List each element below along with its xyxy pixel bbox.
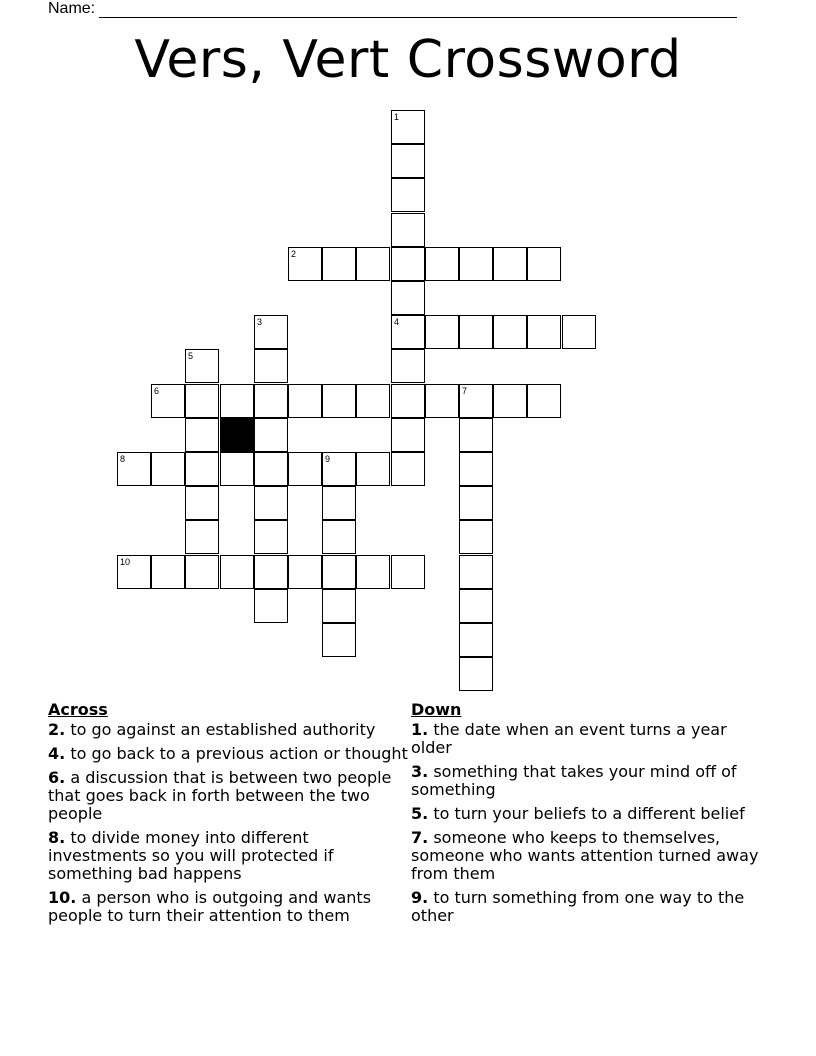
grid-cell[interactable] (391, 349, 425, 383)
grid-cell[interactable] (185, 384, 219, 418)
clue-text: to go against an established authority (70, 720, 376, 739)
clue-text: a discussion that is between two people that goes back in forth between the two people (48, 768, 392, 823)
clue-across-2 (48, 721, 408, 739)
clue-across-4 (48, 745, 408, 763)
grid-cell[interactable] (459, 555, 493, 589)
grid-cell[interactable] (459, 452, 493, 486)
across-clues (48, 701, 408, 931)
grid-cell[interactable] (220, 452, 254, 486)
grid-cell[interactable] (562, 315, 596, 349)
grid-cell[interactable] (391, 213, 425, 247)
grid-cell[interactable] (391, 247, 425, 281)
grid-cell[interactable] (459, 589, 493, 623)
clue-across-8 (48, 829, 408, 883)
cell-number: 8 (120, 454, 126, 464)
cell-number: 1 (394, 112, 400, 122)
grid-cell[interactable] (391, 384, 425, 418)
grid-cell[interactable] (254, 418, 288, 452)
grid-cell[interactable] (425, 384, 459, 418)
clue-down-5 (411, 805, 771, 823)
clue-text: something that takes your mind off of something (411, 762, 737, 799)
grid-cell[interactable] (322, 555, 356, 589)
grid-cell[interactable] (322, 384, 356, 418)
clue-text: to turn something from one way to the other (411, 888, 745, 925)
clue-text: the date when an event turns a year older (411, 720, 727, 757)
clue-across-10 (48, 889, 408, 925)
grid-cell[interactable] (356, 555, 390, 589)
clue-down-7 (411, 829, 771, 883)
grid-cell[interactable] (459, 418, 493, 452)
grid-cell[interactable] (151, 555, 185, 589)
grid-cell[interactable] (322, 520, 356, 554)
grid-cell[interactable] (322, 452, 356, 486)
grid-cell[interactable] (391, 555, 425, 589)
grid-cell[interactable] (356, 384, 390, 418)
clue-number: 6. (48, 768, 66, 787)
grid-cell[interactable] (254, 452, 288, 486)
grid-cell[interactable] (527, 384, 561, 418)
grid-cell[interactable] (459, 520, 493, 554)
clue-text: someone who keeps to themselves, someone who wants attention turned away from them (411, 828, 759, 883)
cell-number: 7 (462, 386, 468, 396)
grid-cell[interactable] (288, 452, 322, 486)
down-clues (411, 701, 771, 931)
grid-cell-black (220, 418, 254, 452)
cell-number: 5 (188, 351, 194, 361)
grid-cell[interactable] (322, 486, 356, 520)
clue-down-3 (411, 763, 771, 799)
grid-cell[interactable] (459, 486, 493, 520)
grid-cell[interactable] (151, 384, 185, 418)
clue-number: 2. (48, 720, 66, 739)
grid-cell[interactable] (254, 349, 288, 383)
grid-cell[interactable] (288, 247, 322, 281)
grid-cell[interactable] (322, 589, 356, 623)
grid-cell[interactable] (391, 178, 425, 212)
grid-cell[interactable] (254, 589, 288, 623)
cell-number: 9 (325, 454, 331, 464)
grid-cell[interactable] (459, 657, 493, 691)
clue-text: to turn your beliefs to a different belief (433, 804, 745, 823)
grid-cell[interactable] (459, 247, 493, 281)
clue-text: to divide money into different investments so you will protected if something bad happens (48, 828, 334, 883)
grid-cell[interactable] (425, 247, 459, 281)
clue-number: 1. (411, 720, 429, 739)
grid-cell[interactable] (391, 452, 425, 486)
cell-number: 4 (394, 317, 400, 327)
grid-cell[interactable] (527, 247, 561, 281)
grid-cell[interactable] (254, 384, 288, 418)
clue-text: a person who is outgoing and wants people to turn their attention to them (48, 888, 372, 925)
clue-number: 3. (411, 762, 429, 781)
grid-cell[interactable] (493, 384, 527, 418)
grid-cell[interactable] (425, 315, 459, 349)
grid-cell[interactable] (117, 452, 151, 486)
clue-number: 8. (48, 828, 66, 847)
grid-cell[interactable] (391, 281, 425, 315)
grid-cell[interactable] (254, 520, 288, 554)
clue-across-6 (48, 769, 408, 823)
name-label: Name: (48, 0, 96, 17)
cell-number: 10 (120, 557, 131, 567)
grid-cell[interactable] (288, 555, 322, 589)
grid-cell[interactable] (220, 555, 254, 589)
clue-text: to go back to a previous action or thought (70, 744, 408, 763)
grid-cell[interactable] (391, 418, 425, 452)
grid-cell[interactable] (185, 452, 219, 486)
grid-cell[interactable] (493, 315, 527, 349)
grid-cell[interactable] (117, 555, 151, 589)
cell-number: 3 (257, 317, 263, 327)
across-heading: Across (48, 700, 108, 719)
grid-cell[interactable] (254, 555, 288, 589)
grid-cell[interactable] (322, 247, 356, 281)
clue-number: 9. (411, 888, 429, 907)
grid-cell[interactable] (391, 110, 425, 144)
grid-cell[interactable] (527, 315, 561, 349)
grid-cell[interactable] (220, 384, 254, 418)
grid-cell[interactable] (391, 144, 425, 178)
grid-cell[interactable] (288, 384, 322, 418)
grid-cell[interactable] (185, 520, 219, 554)
grid-cell[interactable] (493, 247, 527, 281)
clue-down-1 (411, 721, 771, 757)
grid-cell[interactable] (391, 315, 425, 349)
page-title: Vers, Vert Crossword (134, 30, 682, 90)
grid-cell[interactable] (185, 486, 219, 520)
cell-number: 6 (154, 386, 160, 396)
grid-cell[interactable] (356, 452, 390, 486)
grid-cell[interactable] (151, 452, 185, 486)
grid-cell[interactable] (459, 315, 493, 349)
grid-cell[interactable] (459, 623, 493, 657)
clue-number: 10. (48, 888, 77, 907)
clue-number: 7. (411, 828, 429, 847)
grid-cell[interactable] (254, 315, 288, 349)
clue-number: 4. (48, 744, 66, 763)
grid-cell[interactable] (356, 247, 390, 281)
grid-cell[interactable] (185, 418, 219, 452)
grid-cell[interactable] (185, 349, 219, 383)
clue-number: 5. (411, 804, 429, 823)
grid-cell[interactable] (185, 555, 219, 589)
clue-down-9 (411, 889, 771, 925)
grid-cell[interactable] (322, 623, 356, 657)
grid-cell[interactable] (459, 384, 493, 418)
grid-cell[interactable] (254, 486, 288, 520)
cell-number: 2 (291, 249, 297, 259)
down-heading: Down (411, 700, 462, 719)
